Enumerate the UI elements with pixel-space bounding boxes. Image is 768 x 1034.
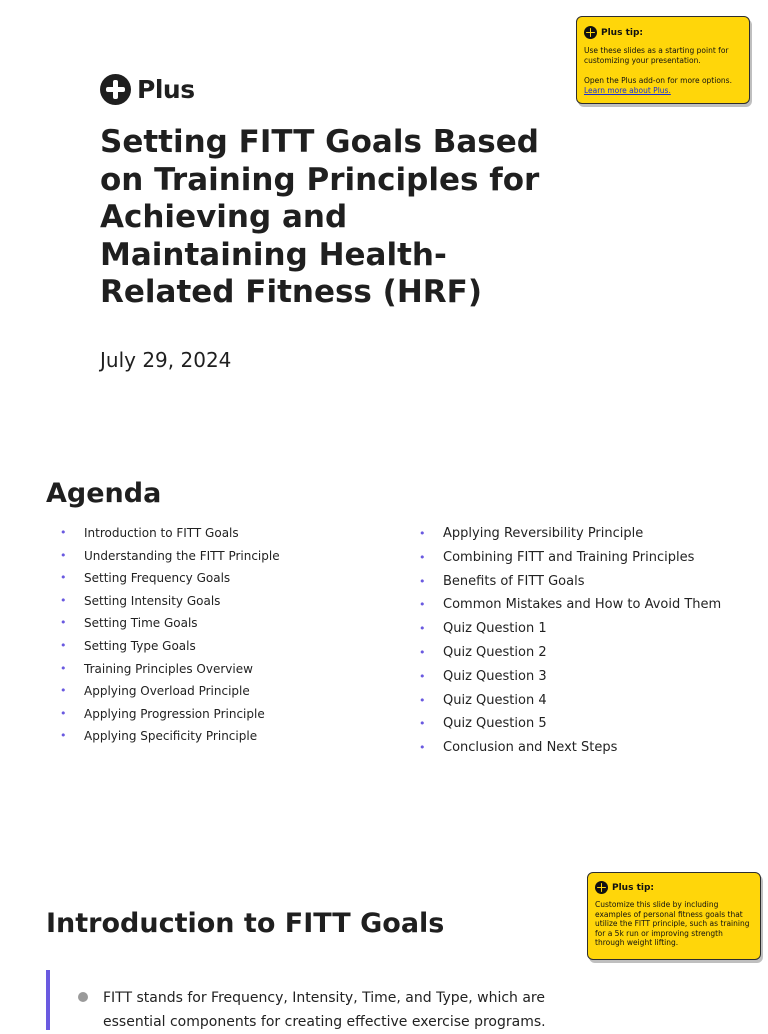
tip-title: Plus tip: [601, 27, 644, 38]
tip-title: Plus tip: [612, 882, 655, 893]
agenda-item: • Quiz Question 4 [419, 692, 721, 716]
learn-more-link[interactable]: Learn more about Plus. [584, 86, 671, 95]
brand-logo [100, 74, 195, 105]
agenda-item: • Combining FITT and Training Principles [419, 549, 721, 573]
agenda-item: • Setting Type Goals [60, 638, 280, 661]
agenda-item: • Applying Reversibility Principle [419, 525, 721, 549]
agenda-item: • Setting Intensity Goals [60, 593, 280, 616]
tip-text: Use these slides as a starting point for customizing your presentation. [584, 46, 729, 65]
agenda-item: • Applying Overload Principle [60, 683, 280, 706]
tip-text: Customize this slide by including examples of personal fitness goals that utilize the FITT principle, such as training for a 5k run or improving strength through weight lifting. [595, 900, 750, 947]
plus-logo-icon [100, 74, 131, 105]
agenda-item: • Benefits of FITT Goals [419, 573, 721, 597]
agenda-item: • Quiz Question 2 [419, 644, 721, 668]
agenda-item: • Training Principles Overview [60, 661, 280, 684]
agenda-list-right [419, 525, 721, 763]
agenda-item: • Understanding the FITT Principle [60, 548, 280, 571]
agenda-item: • Setting Frequency Goals [60, 570, 280, 593]
agenda-list-left [60, 525, 280, 751]
agenda-item: • Setting Time Goals [60, 615, 280, 638]
intro-bullet-text: FITT stands for Frequency, Intensity, Time, and Type, which are essential components for creating effective exercise programs. [103, 990, 546, 1030]
agenda-item: • Introduction to FITT Goals [60, 525, 280, 548]
plus-tip-box [576, 16, 750, 104]
plus-logo-icon [595, 881, 608, 894]
tip-header [595, 881, 753, 894]
agenda-item: • Quiz Question 1 [419, 620, 721, 644]
agenda-heading: Agenda [46, 478, 162, 509]
presentation-date: July 29, 2024 [100, 348, 232, 372]
plus-tip-box [587, 872, 761, 960]
presentation-title: Setting FITT Goals Based on Training Principles for Achieving and Maintaining Health-Related Fitness (HRF) [100, 124, 540, 310]
tip-text-secondary: Open the Plus add-on for more options. Learn more about Plus. [584, 76, 732, 95]
agenda-item: • Conclusion and Next Steps [419, 739, 721, 763]
accent-bar [46, 970, 50, 1030]
brand-name: Plus [137, 75, 195, 104]
agenda-item: • Common Mistakes and How to Avoid Them [419, 596, 721, 620]
agenda-item: • Applying Specificity Principle [60, 728, 280, 751]
agenda-item: • Applying Progression Principle [60, 706, 280, 729]
agenda-item: • Quiz Question 3 [419, 668, 721, 692]
agenda-item: • Quiz Question 5 [419, 715, 721, 739]
tip-header [584, 26, 742, 39]
bullet-dot-icon [78, 992, 88, 1002]
plus-logo-icon [584, 26, 597, 39]
section-heading: Introduction to FITT Goals [46, 908, 445, 939]
